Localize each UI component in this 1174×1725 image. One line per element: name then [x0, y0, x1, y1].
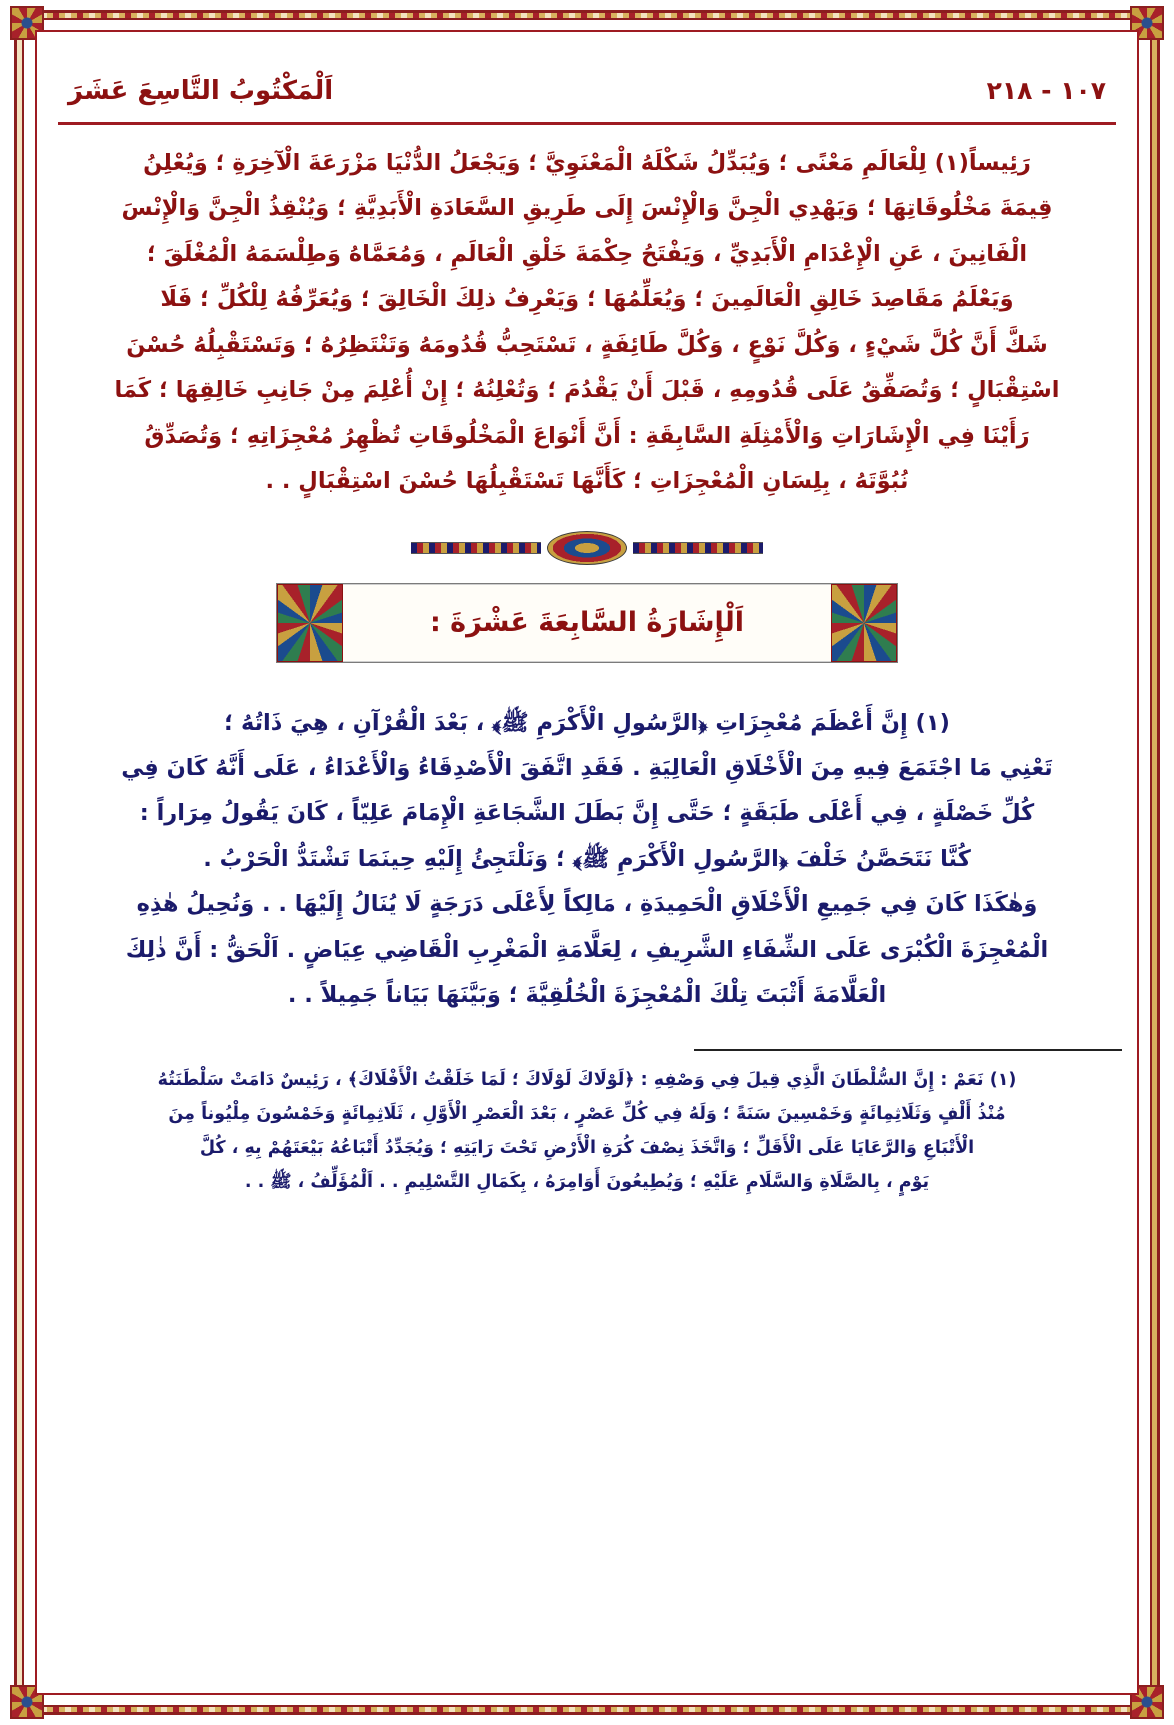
section-line: تَعْنِي مَا اجْتَمَعَ فِيهِ مِنَ الْأَخْلَاقِ الْعَالِيَةِ . فَقَدِ اتَّفَقَ الْأَصْدِقَاءُ وَالْأَعْدَاءُ ، عَلَى أَنَّهُ كَانَ فِي — [121, 754, 1053, 781]
page-number: ١٠٧ - ٢١٨ — [986, 76, 1106, 105]
section-paragraph — [52, 685, 1122, 1019]
section-line: كُلِّ خَصْلَةٍ ، فِي أَعْلَى طَبَقَةٍ ؛ حَتَّى إِنَّ بَطَلَ الشَّجَاعَةِ الْإِمَامَ عَلِيّاً ، كَانَ يَقُولُ مِرَاراً : — [139, 800, 1035, 827]
footnote-block — [52, 1063, 1122, 1200]
section-heading-text: اَلْإِشَارَةُ السَّابِعَةَ عَشْرَةَ : — [429, 607, 745, 638]
section-line: الْعَلَّامَةَ أَثْبَتَ تِلْكَ الْمُعْجِزَةَ الْخُلُقِيَّةَ ؛ وَبَيَّنَهَا بَيَاناً جَمِيلاً . . — [287, 982, 887, 1009]
section-line: وَهٰكَذَا كَانَ فِي جَمِيعِ الْأَخْلَاقِ الْحَمِيدَةِ ، مَالِكاً لِأَعْلَى دَرَجَةٍ لَا يُنَالُ إِلَيْهَا . . وَنُحِيلُ هٰذِهِ — [136, 891, 1038, 918]
main-paragraph — [52, 125, 1122, 505]
paragraph-line: نُبُوَّتَهُ ، بِلِسَانِ الْمُعْجِزَاتِ ؛ كَأَنَّهَا تَسْتَقْبِلُهَا حُسْنَ اسْتِقْبَالٍ . . — [265, 468, 909, 495]
page-header — [52, 56, 1122, 112]
section-heading-panel — [276, 583, 898, 663]
divider-bar-left — [633, 542, 763, 554]
footnote-line: الْأَتْبَاعِ وَالرَّعَايَا عَلَى الْأَقَلِّ ؛ وَاتَّخَذَ نِصْفَ كُرَةِ الْأَرْضِ تَحْتَ رَايَتِهِ ؛ وَيُجَدِّدُ أَتْبَاعُهُ بَيْعَتَهُمْ بِهِ ، كُلَّ — [199, 1137, 975, 1158]
section-heading-wrapper — [52, 583, 1122, 663]
section-line: كُنَّا نَتَحَصَّنُ خَلْفَ ﴿الرَّسُولِ الْأَكْرَمِ ﷺ﴾ ؛ وَنَلْتَجِئُ إِلَيْهِ حِينَمَا تَشْتَدُّ الْحَرْبُ . — [203, 845, 971, 872]
section-line: (١) إِنَّ أَعْظَمَ مُعْجِزَاتِ ﴿الرَّسُولِ الْأَكْرَمِ ﷺ﴾ ، بَعْدَ الْقُرْآنِ ، هِيَ ذَاتُهُ ؛ — [224, 709, 950, 736]
paragraph-line: اسْتِقْبَالٍ ؛ وَتُصَفِّقُ عَلَى قُدُومِهِ ، قَبْلَ أَنْ يَقْدُمَ ؛ وَتُعْلِنُهُ ؛ إِنْ أُعْلِمَ مِنْ جَانِبِ خَالِقِهَا ؛ كَمَا — [114, 377, 1060, 404]
section-line: الْمُعْجِزَةَ الْكُبْرَى عَلَى الشِّفَاءِ الشَّرِيفِ ، لِعَلَّامَةِ الْمَغْرِبِ الْقَاضِي عِيَاضٍ . اَلْحَقُّ : أَنَّ ذٰلِكَ — [125, 936, 1049, 963]
footnote-line: (١) نَعَمْ : إِنَّ السُّلْطَانَ الَّذِي قِيلَ فِي وَصْفِهِ : ﴿لَوْلَاكَ لَوْلَاكَ ؛ لَمَا خَلَقْتُ الْأَفْلَاكَ﴾ ، رَئِيسٌ دَامَتْ سَلْطَنَتُهُ — [157, 1069, 1017, 1090]
paragraph-line: وَيَعْلَمُ مَقَاصِدَ خَالِقِ الْعَالَمِينَ ؛ وَيُعَلِّمُهَا ؛ وَيَعْرِفُ ذلِكَ الْخَالِقَ ؛ وَيُعَرِّفُهُ لِلْكُلِّ ؛ فَلَا — [160, 286, 1014, 313]
ornamental-divider — [52, 531, 1122, 565]
footnote-line: مُنْذُ أَلْفٍ وَثَلَاثِمِائَةٍ وَخَمْسِينَ سَنَةً ؛ وَلَهُ فِي كُلِّ عَصْرٍ ، بَعْدَ الْعَصْرِ الْأَوَّلِ ، ثَلَاثِمِائَةٍ وَخَمْسُونَ مِلْيُوناً مِنَ — [168, 1103, 1006, 1124]
heading-ornament-left-icon — [277, 584, 343, 662]
divider-bar-right — [411, 542, 541, 554]
page-title: اَلْمَكْتُوبُ التَّاسِعَ عَشَرَ — [68, 76, 334, 106]
heading-ornament-right-icon — [831, 584, 897, 662]
footnote-separator-rule — [694, 1049, 1122, 1051]
divider-medallion-icon — [547, 531, 627, 565]
paragraph-line: الْفَانِينَ ، عَنِ الْإِعْدَامِ الْأَبَدِيِّ ، وَيَفْتَحُ حِكْمَةَ خَلْقِ الْعَالَمِ ، وَمُعَمَّاهُ وَطِلْسَمَهُ الْمُغْلَقَ ؛ — [146, 240, 1028, 267]
footnote-line: يَوْمٍ ، بِالصَّلَاةِ وَالسَّلَامِ عَلَيْهِ ؛ وَيُطِيعُونَ أَوَامِرَهُ ، بِكَمَالِ التَّسْلِيمِ . . اَلْمُؤَلِّفُ ، ﷺ . . — [244, 1171, 930, 1192]
paragraph-line: رَأَيْنَا فِي الْإِشَارَاتِ وَالْأَمْثِلَةِ السَّابِقَةِ : أَنَّ أَنْوَاعَ الْمَخْلُوقَاتِ تُظْهِرُ مُعْجِزَاتِهِ ؛ وَتُصَدِّقُ — [144, 422, 1030, 449]
page-content — [52, 56, 1122, 1673]
paragraph-line: قِيمَةَ مَخْلُوقَاتِهَا ؛ وَيَهْدِي الْجِنَّ وَالْإِنْسَ إِلَى طَرِيقِ السَّعَادَةِ الْأَبَدِيَّةِ ؛ وَيُنْقِذُ الْجِنَّ وَالْإِنْسَ — [121, 195, 1053, 222]
paragraph-line: رَئِيساً(١) لِلْعَالَمِ مَعْنًى ؛ وَيُبَدِّلُ شَكْلَهُ الْمَعْنَوِيَّ ؛ وَيَجْعَلُ الدُّنْيَا مَزْرَعَةَ الْآخِرَةِ ؛ وَيُعْلِنُ — [143, 150, 1031, 176]
paragraph-line: شَكَّ أَنَّ كُلَّ شَيْءٍ ، وَكُلَّ نَوْعٍ ، وَكُلَّ طَائِفَةٍ ، تَسْتَحِبُّ قُدُومَهُ وَتَنْتَظِرُهُ ؛ وَتَسْتَقْبِلُهُ حُسْنَ — [126, 331, 1048, 358]
